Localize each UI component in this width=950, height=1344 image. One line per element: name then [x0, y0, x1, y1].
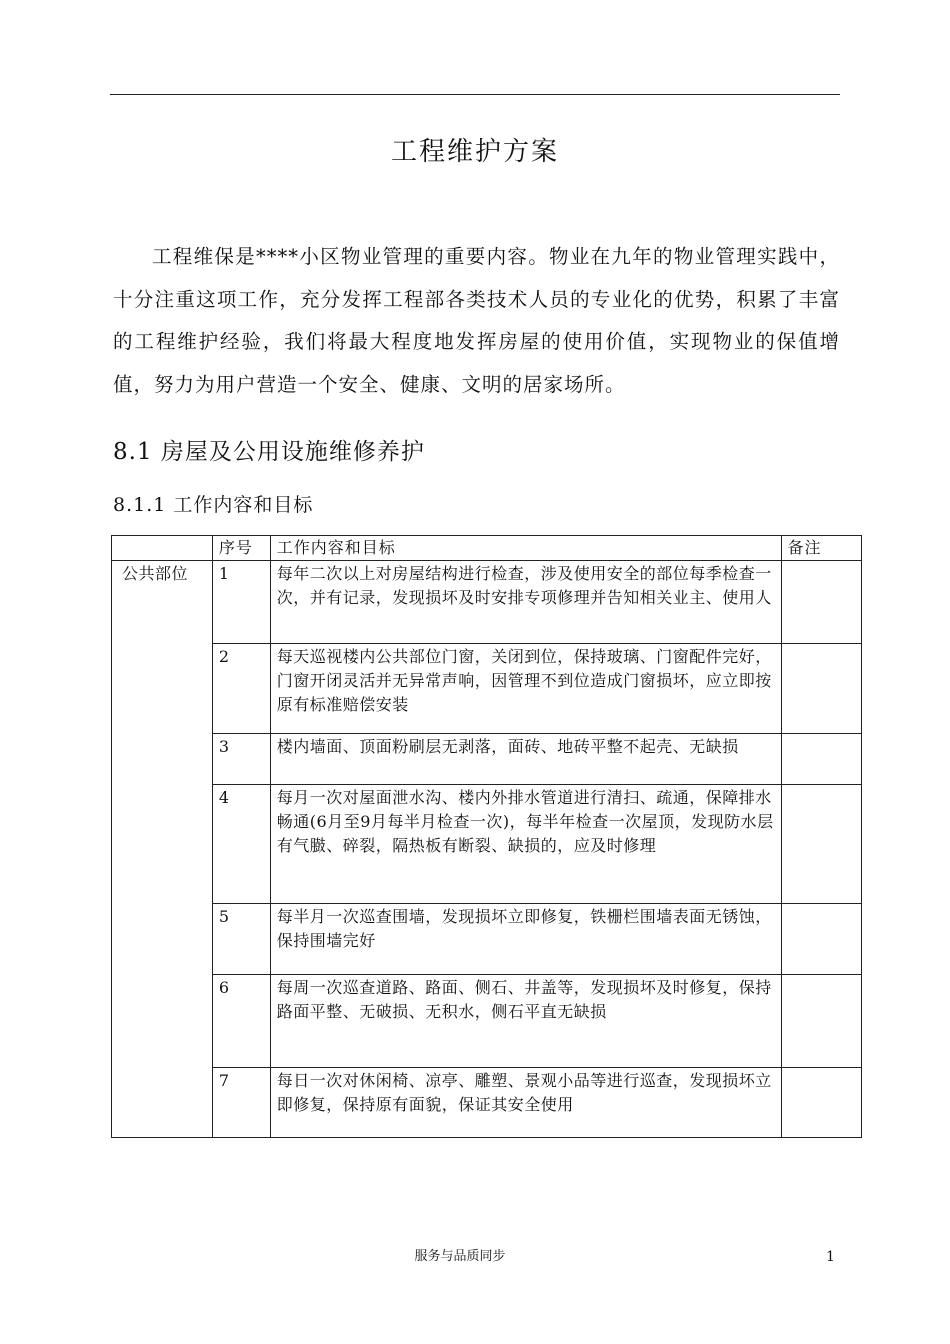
- row-number: 6: [212, 975, 270, 1068]
- row-content: 每年二次以上对房屋结构进行检查，涉及使用安全的部位每季检查一次，并有记录，发现损坏及时安排专项修理并告知相关业主、使用人: [270, 561, 781, 644]
- header-note: 备注: [781, 536, 862, 561]
- table-header-row: [112, 536, 862, 561]
- table-row: [112, 1068, 862, 1138]
- row-note: [781, 785, 862, 904]
- row-number: 4: [212, 785, 270, 904]
- row-content: 每天巡视楼内公共部位门窗，关闭到位，保持玻璃、门窗配件完好，门窗开闭灵活并无异常声响，因管理不到位造成门窗损坏，应立即按原有标准赔偿安装: [270, 644, 781, 734]
- row-note: [781, 1068, 862, 1138]
- table-row: [112, 644, 862, 734]
- row-number: 3: [212, 734, 270, 785]
- table-row: [112, 785, 862, 904]
- header-number: 序号: [212, 536, 270, 561]
- document-title: 工程维护方案: [390, 137, 559, 167]
- table-row: [112, 975, 862, 1068]
- row-note: [781, 904, 862, 975]
- header-area: [112, 536, 213, 561]
- table-row: [112, 734, 862, 785]
- row-content: 每日一次对休闲椅、凉亭、雕塑、景观小品等进行巡查，发现损坏立即修复，保持原有面貌，保证其安全使用: [270, 1068, 781, 1138]
- intro-paragraph: 工程维保是****小区物业管理的重要内容。物业在九年的物业管理实践中，十分注重这项工作，充分发挥工程部各类技术人员的专业化的优势，积累了丰富的工程维护经验，我们将最大程度地发挥房屋的使用价值，实现物业的保值增值，努力为用户营造一个安全、健康、文明的居家场所。: [113, 245, 840, 396]
- subsection-heading: 8.1.1 工作内容和目标: [113, 494, 314, 516]
- footer-slogan: 服务与品质同步: [414, 1249, 506, 1264]
- row-number: 7: [212, 1068, 270, 1138]
- row-note: [781, 561, 862, 644]
- row-number: 2: [212, 644, 270, 734]
- header-rule: [110, 94, 840, 95]
- table-row: [112, 904, 862, 975]
- row-content: 每月一次对屋面泄水沟、楼内外排水管道进行清扫、疏通，保障排水畅通(6月至9月每半月检查一次)，每半年检查一次屋顶，发现防水层有气臌、碎裂，隔热板有断裂、缺损的，应及时修理: [270, 785, 781, 904]
- work-content-table: [111, 535, 862, 1138]
- row-number: 5: [212, 904, 270, 975]
- row-note: [781, 734, 862, 785]
- row-content: 每半月一次巡查围墙，发现损坏立即修复，铁栅栏围墙表面无锈蚀，保持围墙完好: [270, 904, 781, 975]
- row-number: 1: [212, 561, 270, 644]
- row-note: [781, 644, 862, 734]
- table-row: [112, 561, 862, 644]
- row-note: [781, 975, 862, 1068]
- area-cell: 公共部位: [112, 561, 213, 1138]
- header-content: 工作内容和目标: [270, 536, 781, 561]
- section-heading: 8.1 房屋及公用设施维修养护: [113, 439, 425, 465]
- page-number: 1: [826, 1249, 835, 1265]
- row-content: 楼内墙面、顶面粉刷层无剥落，面砖、地砖平整不起壳、无缺损: [270, 734, 781, 785]
- row-content: 每周一次巡查道路、路面、侧石、井盖等，发现损坏及时修复，保持路面平整、无破损、无积水，侧石平直无缺损: [270, 975, 781, 1068]
